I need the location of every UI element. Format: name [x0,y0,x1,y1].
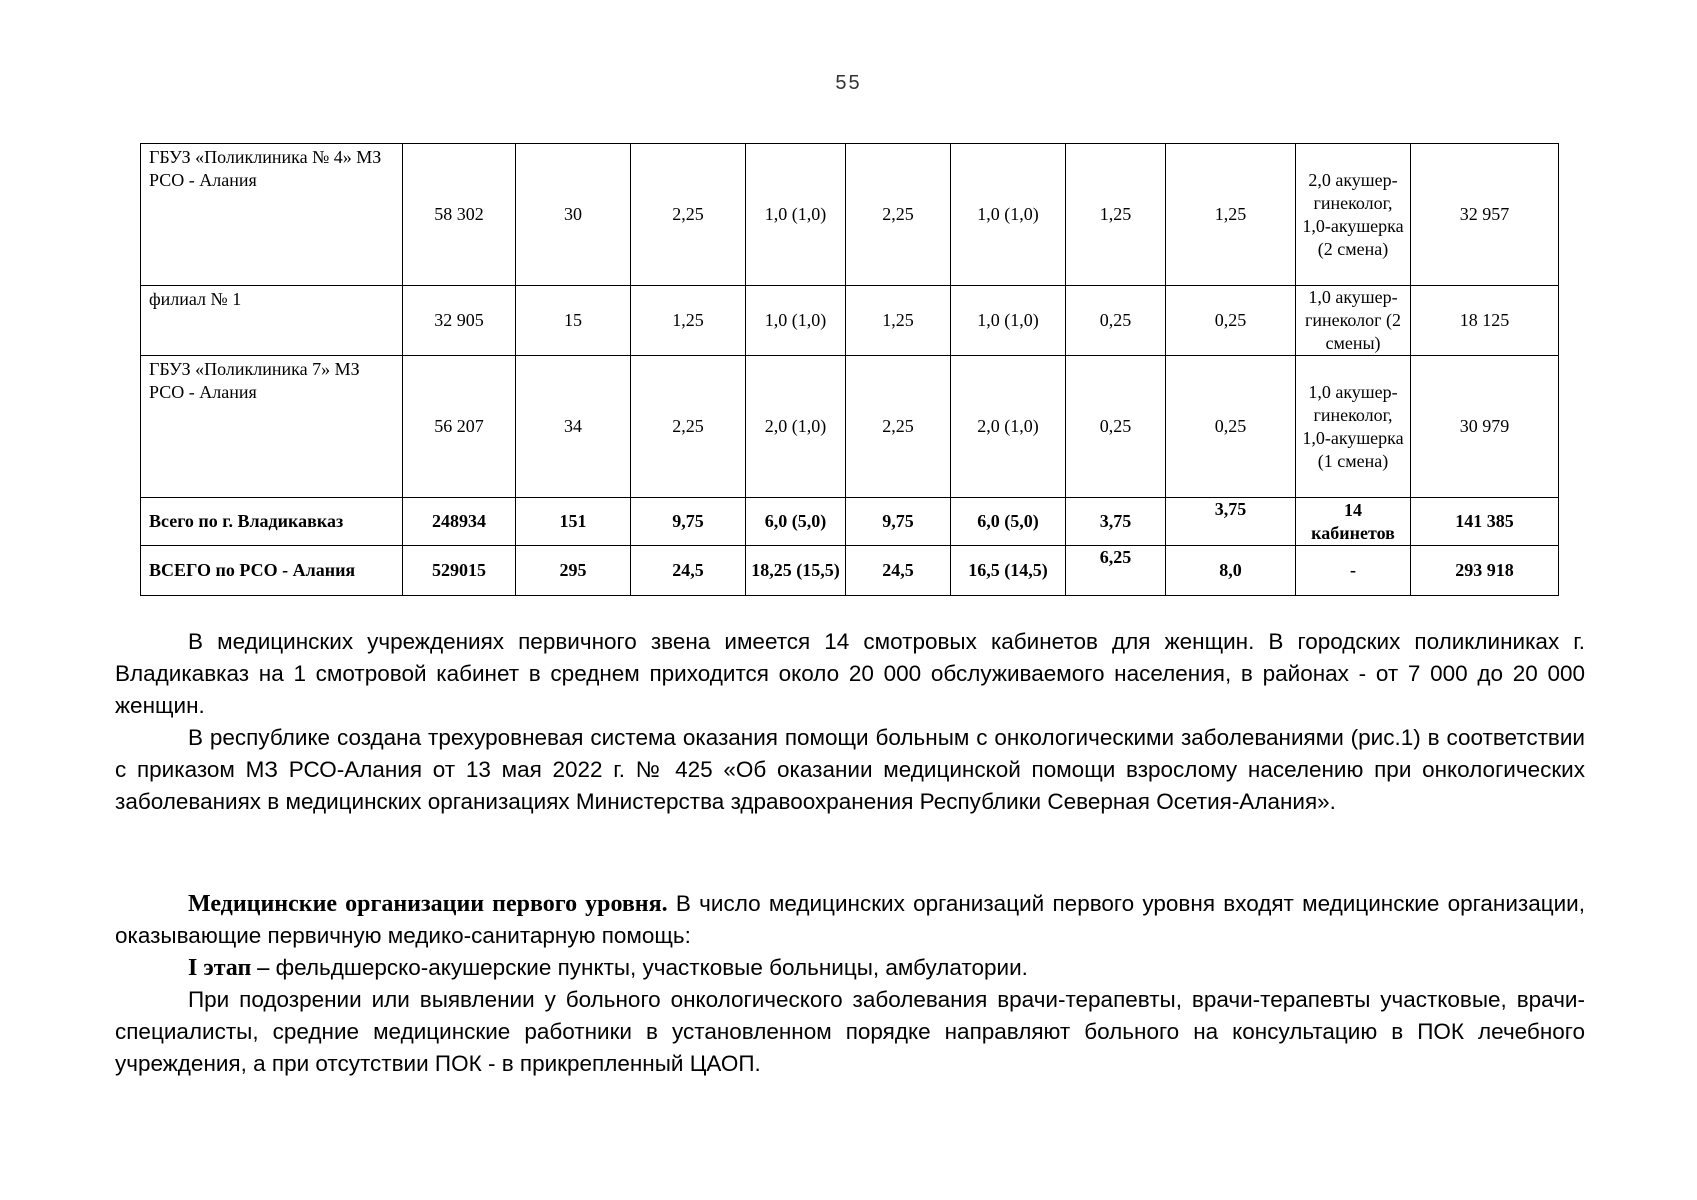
paragraph-first-level [115,888,1585,952]
table-cell: 0,25 [1166,356,1296,498]
table-cell: 6,25 [1066,546,1166,596]
row-name: ГБУЗ «Поликлиника 7» МЗ РСО - Алания [141,356,403,498]
table-row [141,286,1559,356]
table-cell: 2,25 [846,356,951,498]
table-cell: 15 [516,286,631,356]
table-cell: 1,0 акушер-гинеколог, 1,0-акушерка (1 смена) [1296,356,1411,498]
table-cell: 16,5 (14,5) [951,546,1066,596]
paragraph-stage-one [115,952,1585,984]
table-cell: 0,25 [1166,286,1296,356]
table-cell: 248934 [403,498,516,546]
table-cell: 1,25 [1166,144,1296,286]
table-cell: 34 [516,356,631,498]
table-cell: 9,75 [846,498,951,546]
table-cell: 8,0 [1166,546,1296,596]
table-row [141,144,1559,286]
table-cell: 1,25 [846,286,951,356]
table-cell: 2,25 [631,144,746,286]
row-name: Всего по г. Владикавказ [141,498,403,546]
table-cell: 2,25 [631,356,746,498]
table-cell: 1,0 (1,0) [746,286,846,356]
row-name: ВСЕГО по РСО - Алания [141,546,403,596]
table-cell: 293 918 [1411,546,1559,596]
table-row-total-city [141,498,1559,546]
table-cell: 2,25 [846,144,951,286]
table-cell: 1,0 (1,0) [746,144,846,286]
row-name: филиал № 1 [141,286,403,356]
paragraph-three-level-system: В республике создана трехуровневая система оказания помощи больным с онкологическими заболеваниями (рис.1) в соответствии с приказом МЗ РСО-Алания от 13 мая 2022 г. № 425 «Об оказании медицинской помощи взрослому населению при онкологических заболеваниях в медицинских организациях Министерства здравоохранения Республики Северная Осетия-Алания». [115,725,1585,814]
table-cell: 18 125 [1411,286,1559,356]
table-cell: 2,0 (1,0) [746,356,846,498]
table-row [141,356,1559,498]
intro-paragraphs [115,626,1585,818]
table-cell: 3,75 [1166,498,1296,546]
screening-rooms-table [140,143,1559,596]
table-cell: 56 207 [403,356,516,498]
table-cell: 58 302 [403,144,516,286]
table-cell: 1,0 (1,0) [951,286,1066,356]
table-cell: 24,5 [631,546,746,596]
table-cell: 1,0 (1,0) [951,144,1066,286]
first-level-section [115,888,1585,1080]
table-cell: 30 979 [1411,356,1559,498]
table-cell: 18,25 (15,5) [746,546,846,596]
table-cell: 6,0 (5,0) [746,498,846,546]
table-cell: 141 385 [1411,498,1559,546]
row-name: ГБУЗ «Поликлиника № 4» МЗ РСО - Алания [141,144,403,286]
table-cell: 14 кабинетов [1296,498,1411,546]
table-cell: 3,75 [1066,498,1166,546]
page-number: 55 [835,72,862,94]
stage-one-text: фельдшерско-акушерские пункты, участковые больницы, амбулатории. [269,955,1028,980]
table-cell: 32 957 [1411,144,1559,286]
table-cell: 1,0 акушер-гинеколог (2 смены) [1296,286,1411,356]
table-cell: - [1296,546,1411,596]
table-cell: 2,0 (1,0) [951,356,1066,498]
table-cell: 1,25 [631,286,746,356]
table-cell: 0,25 [1066,356,1166,498]
table-cell: 0,25 [1066,286,1166,356]
paragraph-screening-rooms: В медицинских учреждениях первичного звена имеется 14 смотровых кабинетов для женщин. В городских поликлиниках г. Владикавказ на 1 смотровой кабинет в среднем приходится около 20 000 обслуживаемого населения, в районах - от 7 000 до 20 000 женщин. [115,629,1585,718]
table-cell: 295 [516,546,631,596]
table-cell: 1,25 [1066,144,1166,286]
table-cell: 24,5 [846,546,951,596]
first-level-heading: Медицинские организации первого уровня. [188,891,668,917]
table-cell: 32 905 [403,286,516,356]
paragraph-referral: При подозрении или выявлении у больного онкологического заболевания врачи-терапевты, врачи-терапевты участковые, врачи-специалисты, средние медицинские работники в установленном порядке направляют больного на консультацию в ПОК лечебного учреждения, а при отсутствии ПОК - в прикрепленный ЦАОП. [115,987,1585,1076]
stage-one-heading: I этап – [188,955,270,981]
table-row-total-republic [141,546,1559,596]
table-cell: 2,0 акушер-гинеколог, 1,0-акушерка (2 смена) [1296,144,1411,286]
first-level-text: В число медицинских организаций первого уровня входят медицинские организации, оказывающие первичную медико-санитарную помощь: [115,891,1585,948]
table-cell: 30 [516,144,631,286]
table-cell: 151 [516,498,631,546]
table-cell: 6,0 (5,0) [951,498,1066,546]
table-cell: 529015 [403,546,516,596]
table-cell: 9,75 [631,498,746,546]
